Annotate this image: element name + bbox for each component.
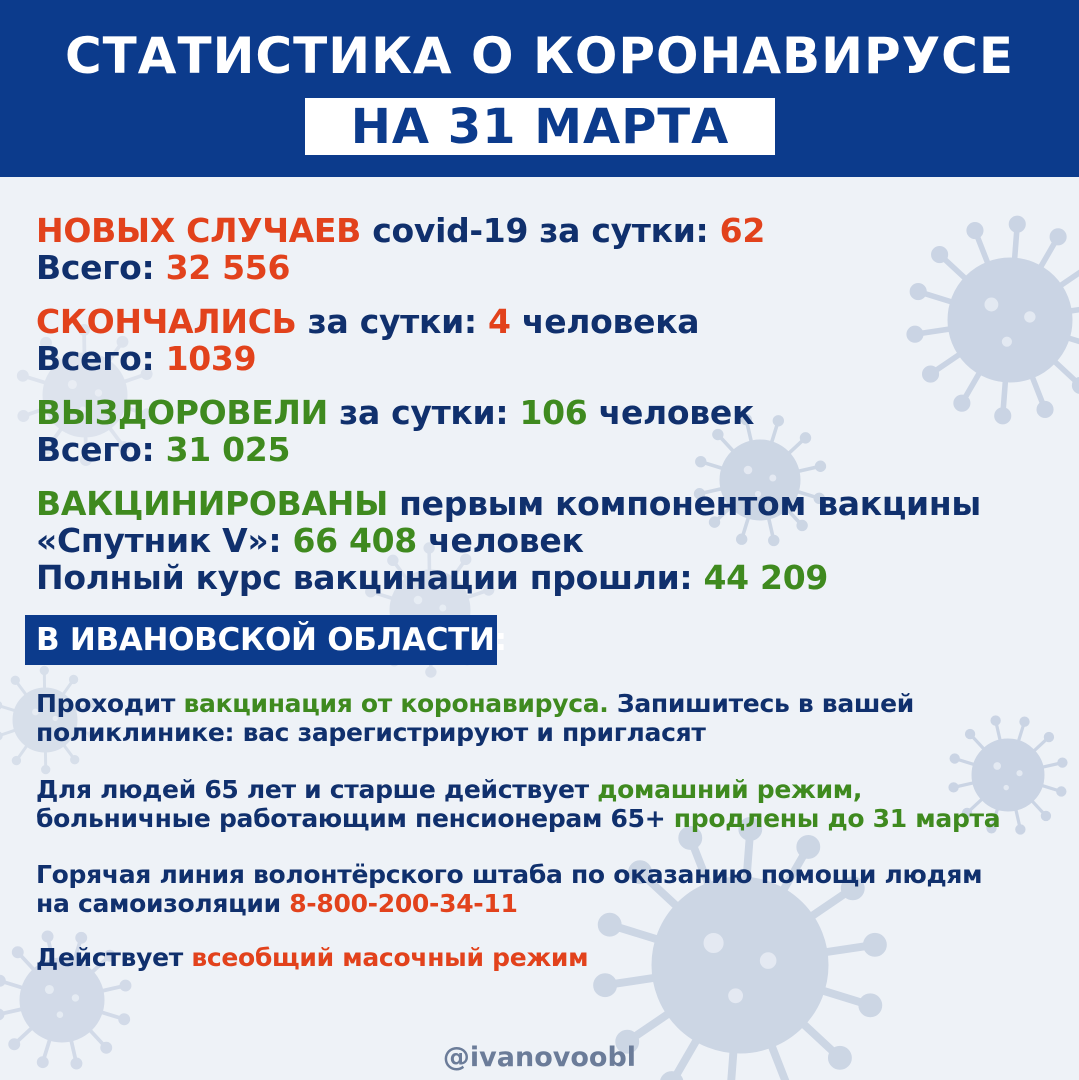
new-cases-text: covid-19 за сутки: [361,211,720,250]
item-text: Проходит [36,689,184,718]
recovered-value: 106 [519,393,588,432]
recovered-text: за сутки: [327,393,520,432]
new-cases-total-label: Всего: [36,248,166,287]
vaccine-name-text: «Спутник V»: [36,521,293,560]
page-title: СТАТИСТИКА О КОРОНАВИРУСЕ [64,27,1015,85]
new-cases-line [36,212,1046,249]
item-text: Действует [36,943,192,972]
item-text: Горячая линия волонтёрского штаба по оказанию помощи людям [36,860,983,889]
region-item-mask-regime [36,943,1046,972]
vaccinated-line [36,485,1046,522]
vaccinated-value: 66 408 [292,521,417,560]
region-item-home-regime-line2 [36,804,1046,833]
full-course-line [36,559,1046,596]
item-text: больничные работающим пенсионерам 65+ [36,804,674,833]
item-text: Запишитесь в вашей [608,689,915,718]
social-handle: @ivanovoobl [442,1042,637,1073]
recovered-total: 31 025 [165,430,291,469]
region-item-vaccination-line2 [36,718,1046,747]
deaths-total-line [36,340,1046,377]
recovered-label: ВЫЗДОРОВЕЛИ [36,393,328,432]
item-text: Для людей 65 лет и старше действует [36,775,598,804]
region-item-home-regime [36,775,1046,804]
item-text: на самоизоляции [36,889,290,918]
item-highlight: продлены до 31 марта [673,804,1001,833]
deaths-text: за сутки: [296,302,488,341]
new-cases-total-line [36,249,1046,286]
item-highlight: домашний режим, [597,775,863,804]
new-cases-total: 32 556 [165,248,291,287]
vaccinated-text: первым компонентом вакцины [387,484,981,523]
recovered-total-label: Всего: [36,430,166,469]
item-highlight: вакцинация от коронавируса. [183,689,609,718]
region-item-hotline-line2 [36,889,1046,918]
vaccinated-unit: человек [416,521,584,560]
date-label: НА 31 МАРТА [305,98,775,155]
vaccinated-line-2 [36,522,1046,559]
deaths-line [36,303,1046,340]
full-course-value: 44 209 [703,558,829,597]
full-course-text: Полный курс вакцинации прошли: [36,558,704,597]
region-item-hotline [36,860,1046,889]
deaths-unit: человека [510,302,700,341]
vaccinated-label: ВАКЦИНИРОВАНЫ [36,484,388,523]
deaths-value: 4 [488,302,511,341]
deaths-label: СКОНЧАЛИСЬ [36,302,297,341]
deaths-total-label: Всего: [36,339,166,378]
item-highlight: всеобщий масочный режим [191,943,589,972]
region-item-vaccination [36,689,1046,718]
hotline-phone: 8-800-200-34-11 [289,889,518,918]
new-cases-value: 62 [719,211,765,250]
region-heading: В ИВАНОВСКОЙ ОБЛАСТИ: [36,622,507,658]
recovered-line [36,394,1046,431]
recovered-unit: человек [587,393,755,432]
deaths-total: 1039 [165,339,257,378]
recovered-total-line [36,431,1046,468]
item-text: поликлинике: вас зарегистрируют и пригласят [36,718,706,747]
new-cases-label: НОВЫХ СЛУЧАЕВ [36,211,362,250]
